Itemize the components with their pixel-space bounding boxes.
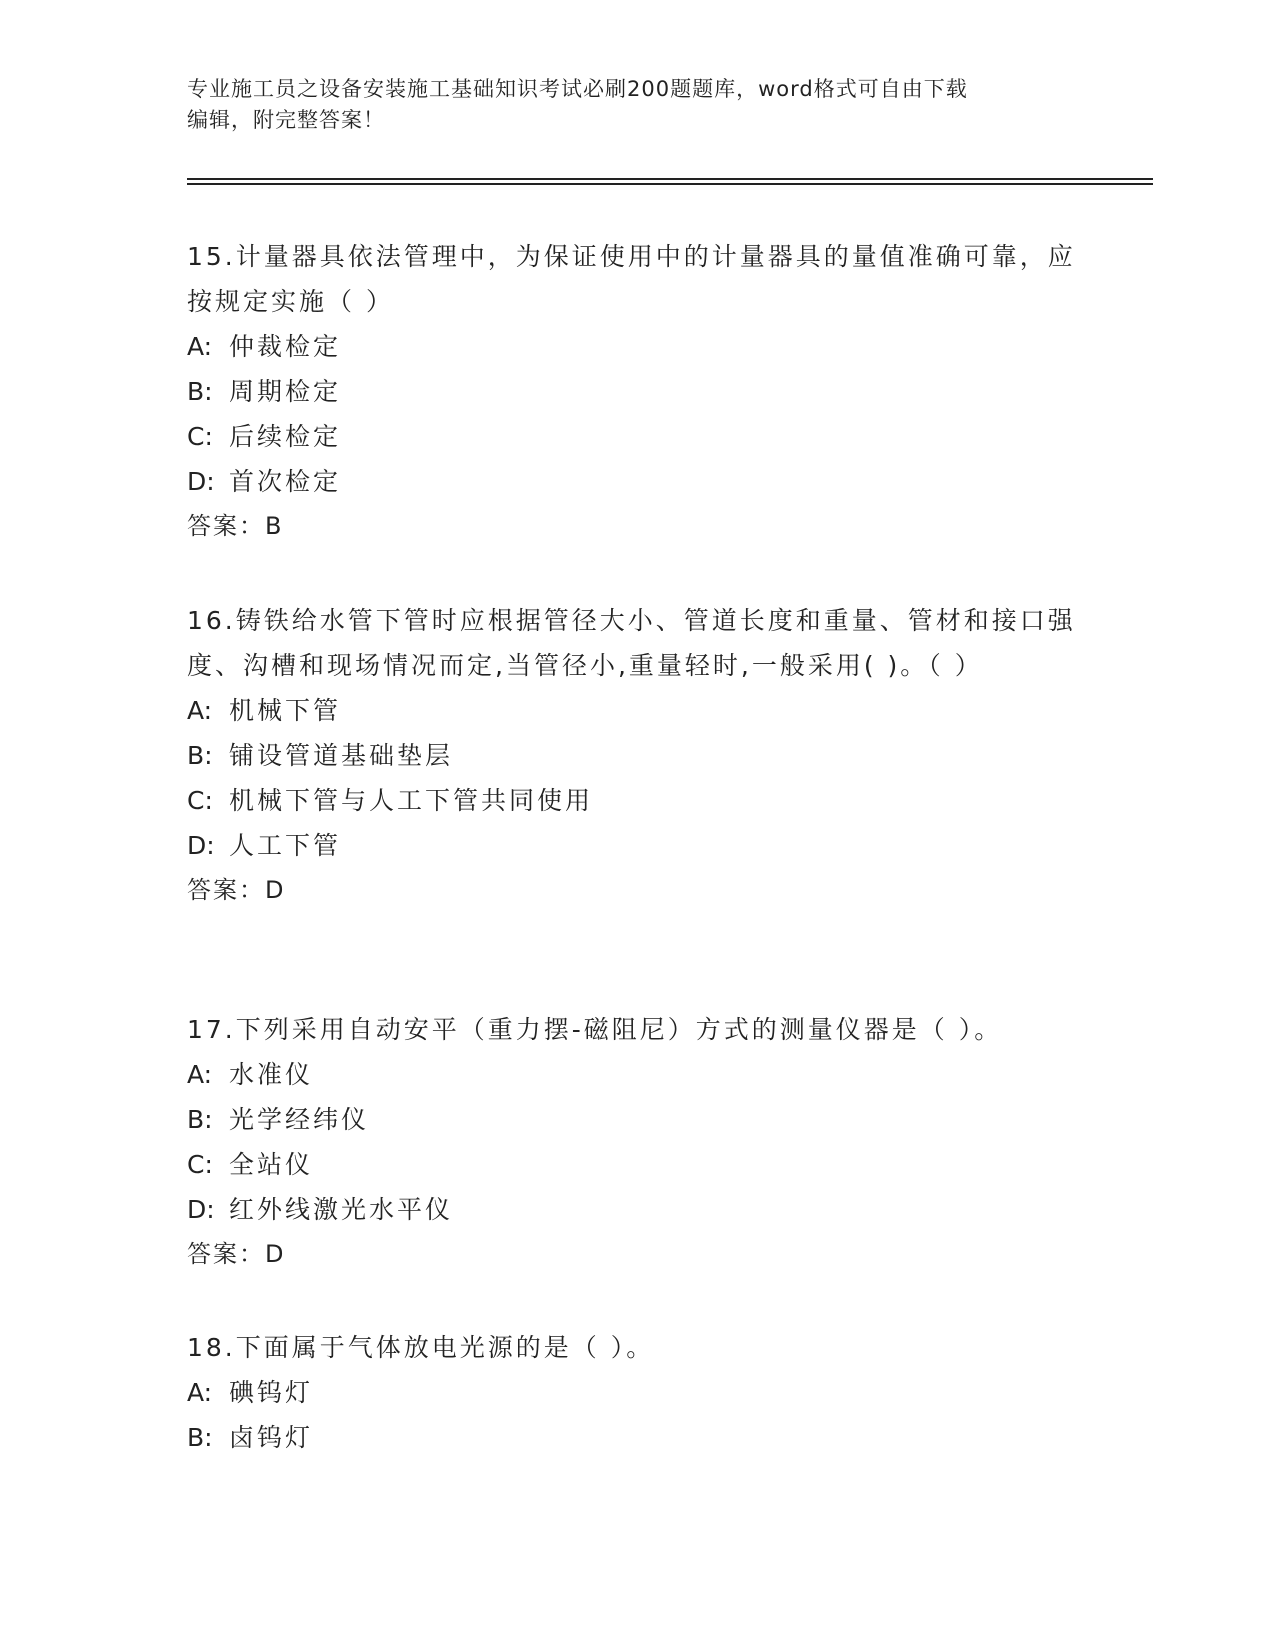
question-text: 下列采用自动安平（重力摆-磁阻尼）方式的测量仪器是（ ）。: [235, 1015, 1003, 1044]
question-stem: [187, 1325, 1087, 1370]
option-text: 首次检定: [229, 467, 342, 496]
option-b: [187, 1097, 1087, 1142]
option-key: D:: [187, 1195, 215, 1224]
option-text: 铺设管道基础垫层: [229, 741, 454, 770]
question-number: 17.: [187, 1015, 236, 1044]
option-text: 人工下管: [229, 831, 342, 860]
option-d: [187, 459, 1087, 504]
option-b: [187, 1415, 1087, 1460]
question-stem: [187, 234, 1087, 324]
option-text: 机械下管与人工下管共同使用: [229, 786, 594, 815]
question-stem: [187, 598, 1087, 688]
option-text: 红外线激光水平仪: [229, 1195, 454, 1224]
option-text: 周期检定: [229, 377, 342, 406]
option-key: A:: [187, 332, 213, 361]
header-line-2: 编辑，附完整答案！: [187, 108, 385, 132]
option-key: A:: [187, 1378, 213, 1407]
option-c: [187, 778, 1087, 823]
option-a: [187, 1052, 1087, 1097]
option-key: B:: [187, 1423, 213, 1452]
option-a: [187, 324, 1087, 369]
question-number: 15.: [187, 242, 236, 271]
question-text: 计量器具依法管理中，为保证使用中的计量器具的量值准确可靠，应按规定实施（ ）: [187, 242, 1076, 316]
option-b: [187, 369, 1087, 414]
option-key: C:: [187, 786, 213, 815]
option-key: D:: [187, 467, 215, 496]
option-key: D:: [187, 831, 215, 860]
question-15: [187, 234, 1087, 549]
option-text: 机械下管: [229, 696, 342, 725]
option-d: [187, 1187, 1087, 1232]
option-key: A:: [187, 696, 213, 725]
option-text: 仲裁检定: [229, 332, 342, 361]
document-header: [187, 74, 1087, 136]
option-key: B:: [187, 377, 213, 406]
option-key: B:: [187, 1105, 213, 1134]
answer-line: 答案：D: [187, 1240, 286, 1268]
question-text: 铸铁给水管下管时应根据管径大小、管道长度和重量、管材和接口强度、沟槽和现场情况而定,当管径小,重量轻时,一般采用( )。（ ）: [187, 606, 1076, 680]
option-b: [187, 733, 1087, 778]
question-number: 18.: [187, 1333, 236, 1362]
option-text: 碘钨灯: [229, 1378, 314, 1407]
option-text: 后续检定: [229, 422, 342, 451]
question-text: 下面属于气体放电光源的是（ ）。: [235, 1333, 655, 1362]
question-18: [187, 1325, 1087, 1460]
option-key: B:: [187, 741, 213, 770]
question-stem: [187, 1007, 1087, 1052]
question-17: [187, 1007, 1087, 1277]
answer-line: 答案：B: [187, 512, 284, 540]
answer-line: 答案：D: [187, 876, 286, 904]
option-key: A:: [187, 1060, 213, 1089]
option-c: [187, 414, 1087, 459]
option-text: 水准仪: [229, 1060, 314, 1089]
header-divider-bottom: [187, 183, 1153, 185]
option-text: 光学经纬仪: [229, 1105, 370, 1134]
option-key: C:: [187, 1150, 213, 1179]
option-a: [187, 688, 1087, 733]
header-divider-top: [187, 178, 1153, 180]
option-text: 卤钨灯: [229, 1423, 314, 1452]
question-16: [187, 598, 1087, 913]
option-text: 全站仪: [229, 1150, 314, 1179]
header-line-1: 专业施工员之设备安装施工基础知识考试必刷200题题库，word格式可自由下载: [187, 77, 968, 101]
question-number: 16.: [187, 606, 236, 635]
option-c: [187, 1142, 1087, 1187]
option-a: [187, 1370, 1087, 1415]
option-key: C:: [187, 422, 213, 451]
option-d: [187, 823, 1087, 868]
